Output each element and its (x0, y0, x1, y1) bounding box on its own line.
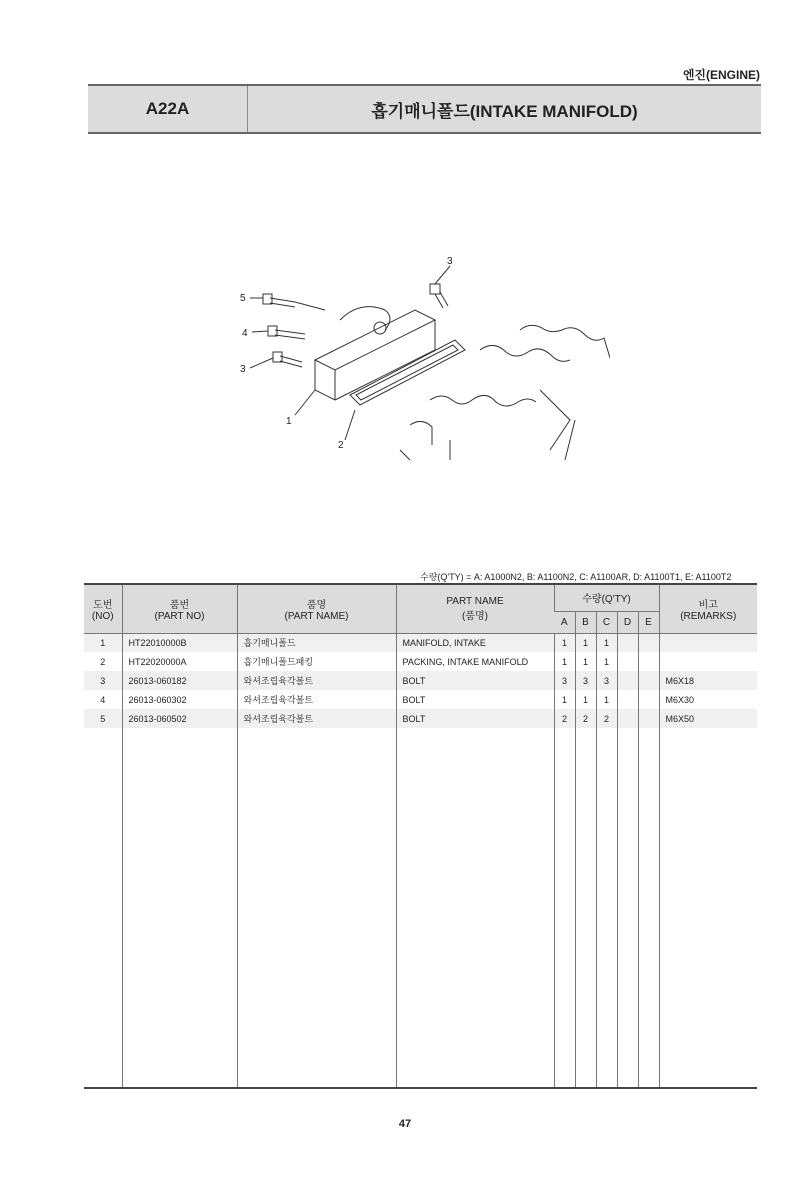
table-row (84, 652, 757, 671)
cell-part-no: HT22020000A (122, 652, 237, 671)
page-title: 흡기매니폴드(INTAKE MANIFOLD) (371, 101, 638, 121)
title-bar (88, 84, 761, 134)
cell-qty-d (617, 690, 638, 709)
col-part-name-en: PART NAME (품명) (396, 584, 554, 633)
cell-no: 5 (84, 709, 122, 728)
cell-name-en: BOLT (396, 690, 554, 709)
cell-part-no: 26013-060182 (122, 671, 237, 690)
cell-qty-b: 3 (575, 671, 596, 690)
cell-remarks: M6X18 (659, 671, 757, 690)
cell-qty-a: 1 (554, 633, 575, 652)
empty-table-area (84, 728, 757, 1088)
cell-qty-b: 1 (575, 690, 596, 709)
cell-remarks (659, 652, 757, 671)
cell-qty-c: 1 (596, 633, 617, 652)
cell-qty-d (617, 652, 638, 671)
table-row (84, 709, 757, 728)
cell-qty-a: 1 (554, 652, 575, 671)
cell-no: 3 (84, 671, 122, 690)
callout-2: 2 (338, 440, 344, 451)
cell-name-kr: 와셔조립육각볼트 (237, 709, 396, 728)
col-remarks: 비고 (REMARKS) (659, 584, 757, 633)
cell-qty-e (638, 633, 659, 652)
cell-qty-d (617, 709, 638, 728)
cell-qty-e (638, 690, 659, 709)
cell-part-no: 26013-060502 (122, 709, 237, 728)
cell-qty-c: 1 (596, 652, 617, 671)
callout-4: 4 (242, 328, 248, 339)
cell-name-en: PACKING, INTAKE MANIFOLD (396, 652, 554, 671)
cell-remarks: M6X50 (659, 709, 757, 728)
col-no: 도번 (NO) (84, 584, 122, 633)
callout-3-left: 3 (240, 364, 246, 375)
group-code: A22A (88, 86, 248, 132)
cell-name-kr: 흡기매니폴드패킹 (237, 652, 396, 671)
callout-5: 5 (240, 293, 246, 304)
callout-1: 1 (286, 416, 292, 427)
cell-qty-a: 1 (554, 690, 575, 709)
cell-no: 1 (84, 633, 122, 652)
cell-qty-e (638, 671, 659, 690)
cell-name-en: MANIFOLD, INTAKE (396, 633, 554, 652)
col-qty: 수량(Q'TY) (554, 584, 659, 611)
cell-name-kr: 와셔조립육각볼트 (237, 671, 396, 690)
cell-qty-c: 1 (596, 690, 617, 709)
cell-remarks: M6X30 (659, 690, 757, 709)
cell-no: 2 (100, 656, 106, 667)
cell-name-en: BOLT (396, 671, 554, 690)
cell-qty-b: 1 (575, 633, 596, 652)
cell-no: 4 (100, 694, 106, 705)
callout-3-top: 3 (447, 256, 453, 267)
cell-qty-c: 2 (596, 709, 617, 728)
cell-name-kr: 와셔조립육각볼트 (237, 690, 396, 709)
table-row (84, 633, 757, 652)
col-qty-b: B (575, 611, 596, 633)
cell-part-no: HT22010000B (122, 633, 237, 652)
col-qty-a: A (554, 611, 575, 633)
cell-qty-b: 1 (575, 652, 596, 671)
cell-name-kr: 흡기매니폴드 (237, 633, 396, 652)
cell-qty-a: 2 (554, 709, 575, 728)
col-qty-c: C (596, 611, 617, 633)
cell-qty-c: 3 (596, 671, 617, 690)
cell-qty-d (617, 633, 638, 652)
cell-qty-b: 2 (575, 709, 596, 728)
section-label: 엔진(ENGINE) (682, 68, 760, 82)
col-part-name-kr: 품명 (PART NAME) (237, 584, 396, 633)
table-row (84, 690, 757, 709)
cell-name-en: BOLT (396, 709, 554, 728)
exploded-parts-diagram (230, 250, 610, 480)
col-qty-e: E (638, 611, 659, 633)
page-number: 47 (398, 1118, 412, 1130)
col-part-no: 품번 (PART NO) (122, 584, 237, 633)
parts-table (84, 583, 757, 1089)
cell-qty-d (617, 671, 638, 690)
cell-qty-e (638, 709, 659, 728)
cell-remarks (659, 633, 757, 652)
cell-qty-e (638, 652, 659, 671)
cell-qty-a: 3 (554, 671, 575, 690)
cell-part-no: 26013-060302 (122, 690, 237, 709)
col-qty-d: D (617, 611, 638, 633)
table-row (84, 671, 757, 690)
quantity-legend: 수량(Q'TY) = A: A1000N2, B: A1100N2, C: A1100AR, D: A1100T1, E: A1100T2 (420, 572, 732, 582)
